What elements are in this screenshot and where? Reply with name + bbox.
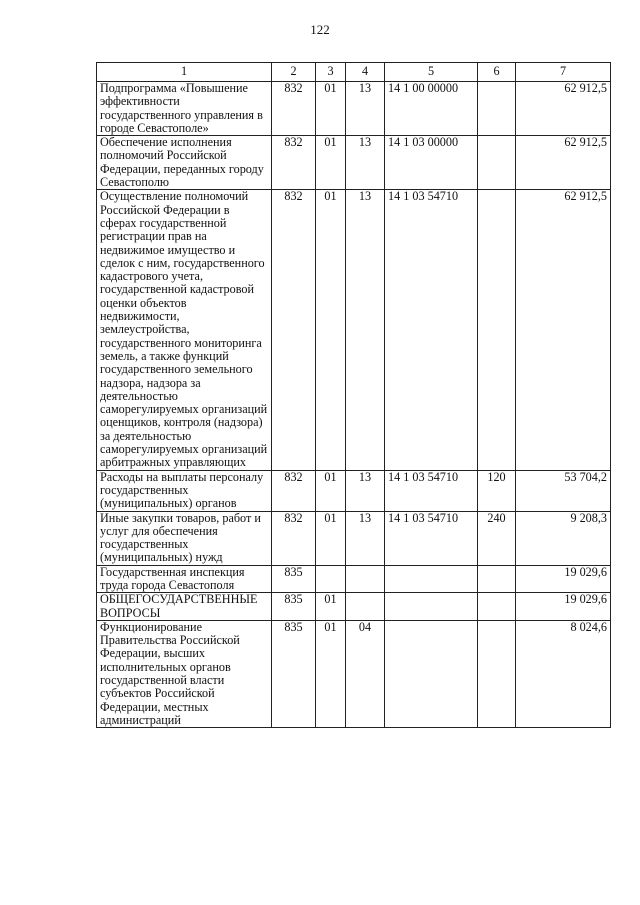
table-row [97,82,611,136]
row-target-article [385,620,478,727]
row-ministry-code: 835 [272,565,316,593]
row-section-code [316,565,346,593]
row-section-code: 01 [316,470,346,511]
row-section-code: 01 [316,593,346,621]
row-target-article: 14 1 03 54710 [385,470,478,511]
row-ministry-code: 832 [272,470,316,511]
row-amount: 53 704,2 [516,470,611,511]
row-target-article [385,565,478,593]
row-target-article [385,593,478,621]
row-section-code: 01 [316,136,346,190]
table-row [97,593,611,621]
page-number: 122 [310,22,330,37]
row-amount: 62 912,5 [516,136,611,190]
row-section-code: 01 [316,620,346,727]
row-subsection-code: 04 [346,620,385,727]
row-ministry-code: 832 [272,511,316,565]
row-target-article: 14 1 03 00000 [385,136,478,190]
column-header-7: 7 [516,63,611,82]
row-name: Функционирование Правительства Российской Федерации, высших исполнительных органов государственной власти субъектов Российской Федерации, местных администраций [97,620,272,727]
row-subsection-code: 13 [346,470,385,511]
row-expense-type [478,593,516,621]
row-ministry-code: 832 [272,82,316,136]
row-name: Подпрограмма «Повышение эффективности государственного управления в городе Севастополе» [97,82,272,136]
row-subsection-code [346,593,385,621]
row-section-code: 01 [316,190,346,470]
row-target-article: 14 1 03 54710 [385,190,478,470]
row-amount: 8 024,6 [516,620,611,727]
row-subsection-code [346,565,385,593]
row-target-article: 14 1 00 00000 [385,82,478,136]
row-expense-type [478,620,516,727]
row-subsection-code: 13 [346,190,385,470]
row-ministry-code: 832 [272,190,316,470]
column-header-1: 1 [97,63,272,82]
row-amount: 62 912,5 [516,190,611,470]
row-ministry-code: 835 [272,593,316,621]
row-expense-type: 240 [478,511,516,565]
row-name: Осуществление полномочий Российской Федерации в сферах государственной регистрации прав на недвижимое имущество и сделок с ним, государственного кадастрового учета, государственной кадастровой оценки объектов недвижимости, землеустройства, государственного мониторинга земель, а также функций государственного земельного надзора, надзора за деятельностью саморегулируемых организаций оценщиков, контроля (надзора) за деятельностью саморегулируемых организаций арбитражных управляющих [97,190,272,470]
table-row [97,511,611,565]
row-amount: 19 029,6 [516,565,611,593]
row-section-code: 01 [316,511,346,565]
row-name: Обеспечение исполнения полномочий Российской Федерации, переданных городу Севастополю [97,136,272,190]
row-amount: 62 912,5 [516,82,611,136]
column-header-6: 6 [478,63,516,82]
table-header-row [97,63,611,82]
column-header-4: 4 [346,63,385,82]
table-row [97,620,611,727]
row-section-code: 01 [316,82,346,136]
row-subsection-code: 13 [346,82,385,136]
table-row [97,190,611,470]
row-name: Расходы на выплаты персоналу государственных (муниципальных) органов [97,470,272,511]
table-row [97,470,611,511]
column-header-5: 5 [385,63,478,82]
row-expense-type [478,190,516,470]
row-amount: 19 029,6 [516,593,611,621]
row-amount: 9 208,3 [516,511,611,565]
row-target-article: 14 1 03 54710 [385,511,478,565]
row-name: ОБЩЕГОСУДАРСТВЕННЫЕ ВОПРОСЫ [97,593,272,621]
table-row [97,565,611,593]
table-row [97,136,611,190]
column-header-2: 2 [272,63,316,82]
row-name: Государственная инспекция труда города Севастополя [97,565,272,593]
row-subsection-code: 13 [346,136,385,190]
row-subsection-code: 13 [346,511,385,565]
column-header-3: 3 [316,63,346,82]
row-expense-type [478,136,516,190]
row-expense-type: 120 [478,470,516,511]
row-ministry-code: 835 [272,620,316,727]
row-expense-type [478,565,516,593]
budget-table [96,62,611,728]
row-expense-type [478,82,516,136]
row-name: Иные закупки товаров, работ и услуг для обеспечения государственных (муниципальных) нужд [97,511,272,565]
row-ministry-code: 832 [272,136,316,190]
